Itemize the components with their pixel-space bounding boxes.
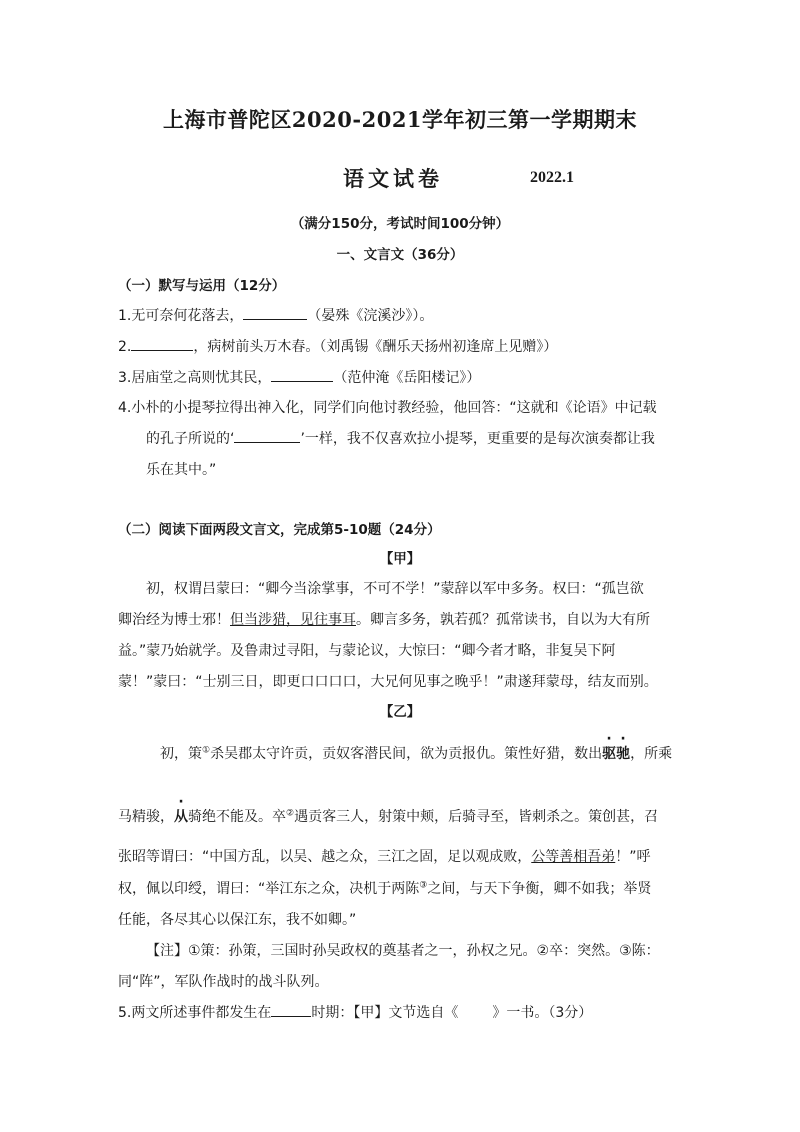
passage-text: 张昭等谓曰：“中国方乱，以吴、越之众，三江之固，足以观成败，	[118, 849, 532, 865]
exam-subtitle: 语文试卷	[343, 166, 443, 191]
exam-date: 2022.1	[530, 169, 574, 186]
question-text: ’一样，我不仅喜欢拉小提琴，更重要的是每次演奏都让我	[300, 431, 655, 447]
question-text: 5.两文所述事件都发生在	[118, 1005, 272, 1021]
passage-label-jia: 【甲】	[379, 551, 421, 567]
underlined-sentence: 公等善相吾弟	[531, 849, 616, 865]
passage-text: 初，策	[160, 746, 202, 762]
question-text: 1.无可奈何花落去，	[118, 308, 244, 324]
passage-text: ！”呼	[615, 849, 651, 865]
answer-blank[interactable]	[271, 1002, 311, 1017]
passage-yi-line-4	[118, 878, 651, 898]
passage-text: 遇贡客三人，射策中颊，后骑寻至，皆刺杀之。策创甚，召	[294, 809, 659, 825]
question-5	[118, 1002, 592, 1022]
passage-text: 卿治经为博士邪！	[118, 612, 230, 628]
question-text: 时期：【甲】文节选自《	[311, 1005, 459, 1021]
question-2	[118, 336, 557, 356]
passage-text: 马精骏，	[118, 809, 174, 825]
question-4-line-2	[146, 428, 655, 448]
part-heading: 一、文言文（36分）	[336, 247, 464, 263]
passage-jia-line-3: 益。”蒙乃始就学。及鲁肃过寻阳，与蒙论议，大惊曰：“卿今者才略，非复吴下阿	[118, 643, 616, 659]
emphasized-word: 从	[174, 809, 188, 825]
footnote-line-2: 同“阵”，军队作战时的战斗队列。	[118, 974, 329, 990]
underlined-sentence: 但当涉猎，见往事耳	[230, 612, 356, 628]
answer-blank[interactable]	[271, 367, 333, 382]
exam-meta: （满分150分，考试时间100分钟）	[290, 216, 510, 232]
question-3	[118, 367, 480, 387]
question-text: （晏殊《浣溪沙》）。	[307, 308, 434, 324]
answer-blank[interactable]	[234, 428, 300, 443]
passage-jia-line-4: 蒙！”蒙曰：“士别三日，即更口口口口，大兄何见事之晚乎！”肃遂拜蒙母，结友而别。	[118, 674, 658, 690]
passage-text: 杀吴郡太守许贡，贡奴客潜民间，欲为贡报仇。策性好猎，数出	[210, 746, 603, 762]
note-marker: ②	[286, 808, 295, 819]
passage-label-yi: 【乙】	[379, 704, 421, 720]
answer-blank[interactable]	[243, 305, 307, 320]
question-text: 》一书。（3分）	[492, 1005, 593, 1021]
passage-yi-line-3	[118, 846, 651, 866]
section-heading-2: （二）阅读下面两段文言文，完成第5-10题（24分）	[118, 522, 441, 538]
question-4-line-3: 乐在其中。”	[146, 462, 217, 478]
passage-yi-line-5: 任能，各尽其心以保江东，我不如卿。”	[118, 912, 357, 928]
emphasized-word: 驰	[616, 746, 631, 762]
passage-text: 骑绝不能及。卒	[188, 809, 286, 825]
passage-text: ，所乘	[630, 746, 673, 762]
section-heading-1: （一）默写与运用（12分）	[118, 278, 286, 294]
passage-jia-line-1: 初，权谓吕蒙曰：“卿今当涂掌事，不可不学！”蒙辞以军中多务。权曰：“孤岂欲	[146, 581, 644, 597]
question-text: 的孔子所说的‘	[146, 431, 235, 447]
question-text: （范仲淹《岳阳楼记》）	[333, 370, 481, 386]
note-marker: ③	[419, 880, 428, 891]
question-text: ，病树前头万木春。（刘禹锡《酬乐天扬州初逢席上见赠》）	[193, 339, 558, 355]
passage-yi-line-1	[160, 743, 672, 763]
question-1	[118, 305, 433, 325]
question-text: 3.居庙堂之高则忧其民，	[118, 370, 272, 386]
passage-text: 。卿言多务，孰若孤？孤常读书，自以为大有所	[356, 612, 650, 628]
exam-title: 上海市普陀区2020-2021学年初三第一学期期末	[162, 107, 638, 132]
footnote-line-1: 【注】①策：孙策，三国时孙吴政权的奠基者之一，孙权之兄。②卒：突然。③陈：	[146, 943, 660, 959]
passage-text: 之间，与天下争衡，卿不如我；举贤	[427, 881, 652, 897]
question-text: 2.	[118, 339, 132, 355]
question-4-line-1: 4.小朴的小提琴拉得出神入化，同学们向他讨教经验，他回答：“这就和《论语》中记载	[118, 400, 657, 416]
passage-text: 权，佩以印绶，谓曰：“举江东之众，决机于两陈	[118, 881, 420, 897]
note-marker: ①	[202, 745, 211, 756]
answer-blank[interactable]	[131, 336, 193, 351]
passage-yi-line-2	[118, 806, 658, 826]
emphasized-word: 驱	[602, 746, 617, 762]
passage-jia-line-2	[118, 609, 650, 629]
